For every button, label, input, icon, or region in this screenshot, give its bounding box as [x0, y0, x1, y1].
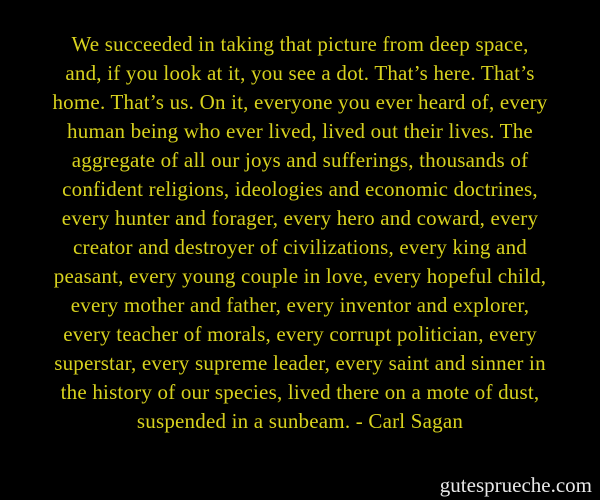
quote-line: superstar, every supreme leader, every saint and sinner in	[54, 351, 546, 375]
quote-line: aggregate of all our joys and sufferings, thousands of	[71, 148, 529, 172]
quote-line: We succeeded in taking that picture from deep space,	[71, 32, 529, 56]
quote-line: confident religions, ideologies and economic doctrines,	[62, 177, 538, 201]
quote-line: human being who ever lived, lived out their lives. The	[67, 119, 533, 143]
quote-line: every hunter and forager, every hero and coward, every	[61, 206, 539, 230]
quote-line: creator and destroyer of civilizations, every king and	[73, 235, 527, 259]
quote-line: peasant, every young couple in love, every hopeful child,	[53, 264, 547, 288]
quote-line: the history of our species, lived there on a mote of dust,	[60, 380, 540, 404]
quote-line: and, if you look at it, you see a dot. That’s here. That’s	[65, 61, 535, 85]
quote-line: every mother and father, every inventor and explorer,	[70, 293, 530, 317]
quote-text-block	[0, 30, 600, 436]
quote-line: home. That’s us. On it, everyone you ever heard of, every	[52, 90, 548, 114]
watermark-site-name: gutesprueche.com	[439, 473, 592, 497]
quote-line: suspended in a sunbeam. - Carl Sagan	[136, 409, 464, 433]
quote-line: every teacher of morals, every corrupt politician, every	[63, 322, 537, 346]
